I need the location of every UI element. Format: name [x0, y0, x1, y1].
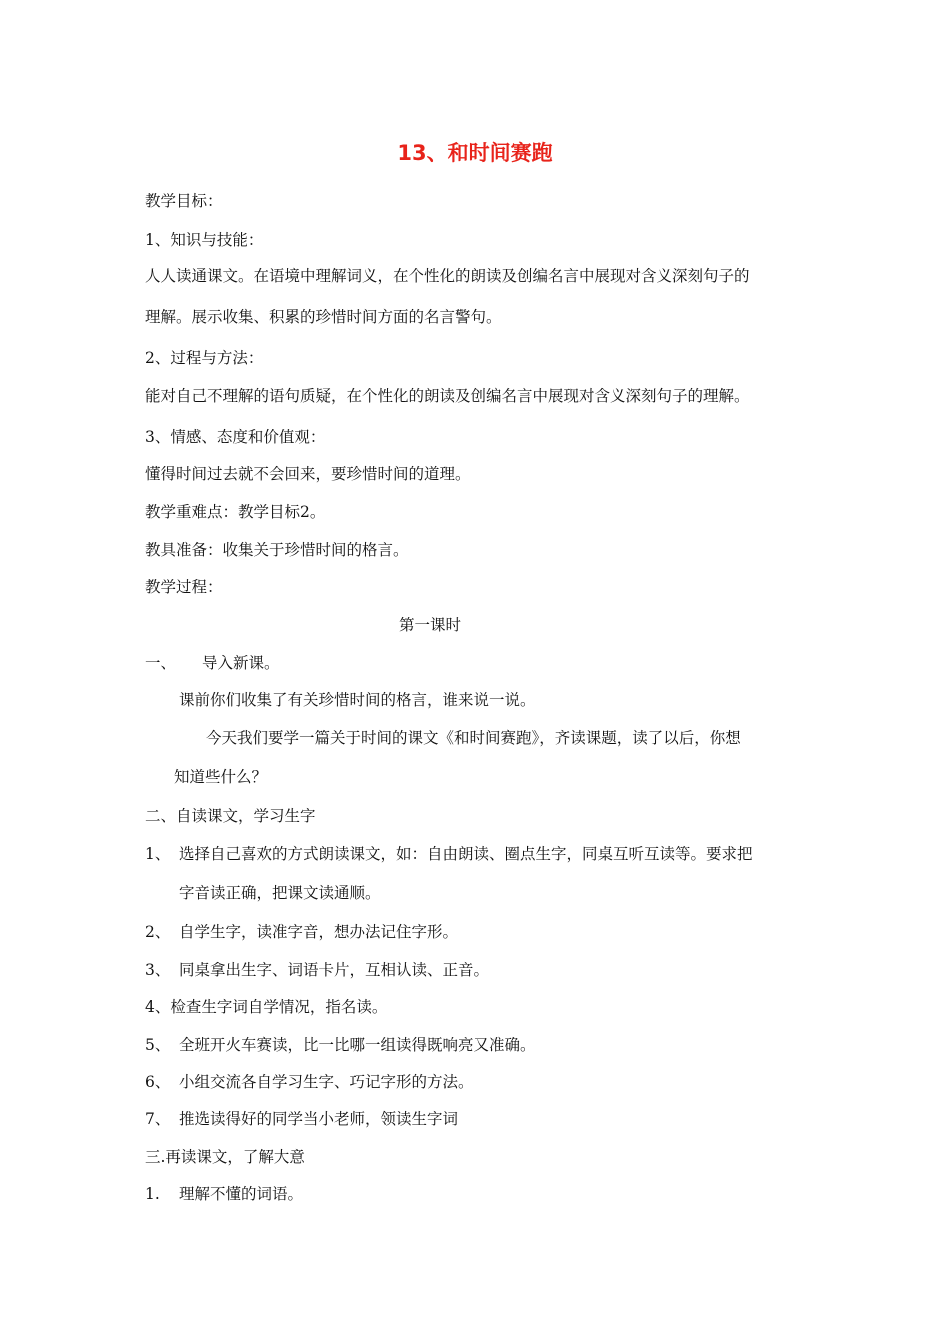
goal-3-text: 懂得时间过去就不会回来，要珍惜时间的道理。: [145, 465, 471, 483]
step-2-1-text-line-2: 字音读正确，把课文读通顺。: [179, 884, 381, 902]
goal-2-heading: 2、过程与方法：: [145, 349, 264, 367]
step-3-1-text: 理解不懂的词语。: [179, 1185, 304, 1203]
section-2-heading: 二、自读课文，学习生字: [145, 807, 316, 825]
step-2-2-number: 2、: [145, 923, 171, 941]
section-1-paragraph-2-line-2: 知道些什么？: [174, 768, 268, 786]
key-difficulty: 教学重难点：教学目标2。: [145, 503, 326, 521]
document-title: 13、和时间赛跑: [397, 141, 553, 165]
section-1-paragraph-1: 课前你们收集了有关珍惜时间的格言，谁来说一说。: [179, 691, 536, 709]
section-1-heading: 导入新课。: [202, 654, 280, 672]
step-2-6-text: 小组交流各自学习生字、巧记字形的方法。: [179, 1073, 474, 1091]
step-2-5-number: 5、: [145, 1036, 171, 1054]
heading-teaching-goals: 教学目标：: [145, 192, 223, 210]
step-2-4: 4、检查生字词自学情况，指名读。: [145, 998, 388, 1016]
step-2-6-number: 6、: [145, 1073, 171, 1091]
step-2-1-text-line-1: 选择自己喜欢的方式朗读课文，如：自由朗读、圈点生字，同桌互听互读等。要求把: [179, 845, 753, 863]
section-1-paragraph-2-line-1: 今天我们要学一篇关于时间的课文《和时间赛跑》，齐读课题，读了以后，你想: [206, 729, 741, 747]
goal-1-heading: 1、知识与技能：: [145, 231, 264, 249]
step-2-5-text: 全班开火车赛读，比一比哪一组读得既响亮又准确。: [179, 1036, 536, 1054]
section-1-number: 一、: [145, 654, 177, 672]
step-2-2-text: 自学生字，读准字音，想办法记住字形。: [179, 923, 459, 941]
step-3-1-number: 1.: [145, 1185, 160, 1203]
step-2-7-number: 7、: [145, 1110, 171, 1128]
step-2-3-text: 同桌拿出生字、词语卡片，互相认读、正音。: [179, 961, 490, 979]
teaching-aids: 教具准备：收集关于珍惜时间的格言。: [145, 541, 409, 559]
goal-1-text-line-1: 人人读通课文。在语境中理解词义，在个性化的朗读及创编名言中展现对含义深刻句子的: [145, 267, 750, 285]
step-2-1-number: 1、: [145, 845, 171, 863]
lesson-period-heading: 第一课时: [398, 616, 461, 634]
step-2-3-number: 3、: [145, 961, 171, 979]
section-3-heading: 三.再读课文，了解大意: [145, 1148, 305, 1166]
goal-1-text-line-2: 理解。展示收集、积累的珍惜时间方面的名言警句。: [145, 308, 502, 326]
goal-2-text: 能对自己不理解的语句质疑，在个性化的朗读及创编名言中展现对含义深刻句子的理解。: [145, 387, 750, 405]
heading-teaching-process: 教学过程：: [145, 578, 223, 596]
goal-3-heading: 3、情感、态度和价值观：: [145, 428, 326, 446]
step-2-7-text: 推选读得好的同学当小老师，领读生字词: [179, 1110, 459, 1128]
